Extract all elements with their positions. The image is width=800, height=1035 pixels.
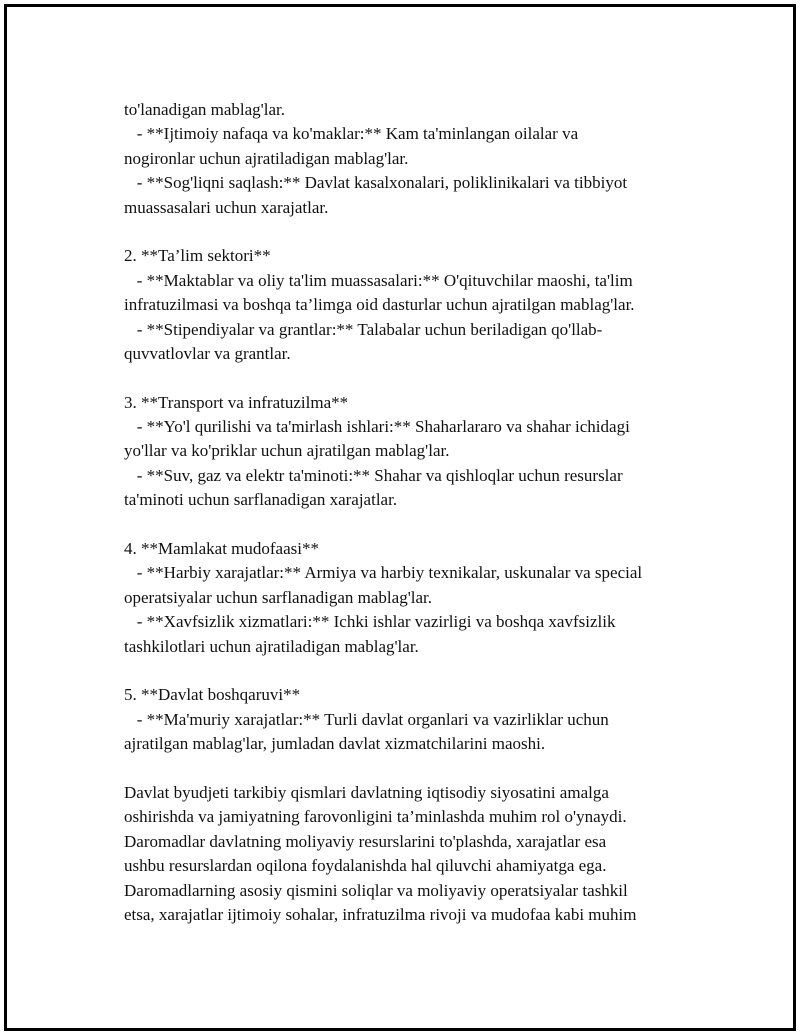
paragraph-line: oshirishda va jamiyatning farovonligini ta’minlashda muhim rol o'ynaydi. [124,807,627,827]
text-line: yo'llar va ko'priklar uchun ajratilgan mablag'lar. [124,441,450,461]
text-line: - **Stipendiyalar va grantlar:** Talabalar uchun beriladigan qo'llab- [124,319,603,339]
paragraph-line: Davlat byudjeti tarkibiy qismlari davlatning iqtisodiy siyosatini amalga [124,782,609,802]
blank-line [124,757,724,781]
text-line: - **Ma'muriy xarajatlar:** Turli davlat organlari va vazirliklar uchun [124,709,609,729]
paragraph-line: etsa, xarajatlar ijtimoiy sohalar, infratuzilma rivoji va mudofaa kabi muhim [124,904,637,924]
blank-line [124,220,724,244]
text-line: muassasalari uchun xarajatlar. [124,197,329,217]
text-line: nogironlar uchun ajratiladigan mablag'lar. [124,148,409,168]
text-line: infratuzilmasi va boshqa ta’limga oid dasturlar uchun ajratilgan mablag'lar. [124,295,635,315]
text-line: - **Maktablar va oliy ta'lim muassasalari:** O'qituvchilar maoshi, ta'lim [124,270,633,290]
text-line: - **Suv, gaz va elektr ta'minoti:** Shahar va qishloqlar uchun resurslar [124,465,623,485]
blank-line [124,366,724,390]
text-line: operatsiyalar uchun sarflanadigan mablag'lar. [124,587,432,607]
section-heading: 2. **Ta’lim sektori** [124,246,271,266]
text-line: - **Harbiy xarajatlar:** Armiya va harbiy texnikalar, uskunalar va special [124,563,643,583]
text-line: - **Sog'liqni saqlash:** Davlat kasalxonalari, poliklinikalari va tibbiyot [124,173,628,193]
text-line: ta'minoti uchun sarflanadigan xarajatlar. [124,490,398,510]
document-body [124,98,724,927]
blank-line [124,659,724,683]
paragraph-line: ushbu resurslardan oqilona foydalanishda hal qiluvchi ahamiyatga ega. [124,856,607,876]
section-heading: 5. **Davlat boshqaruvi** [124,685,301,705]
text-line: ajratilgan mablag'lar, jumladan davlat xizmatchilarini maoshi. [124,734,546,754]
paragraph-line: Daromadlarning asosiy qismini soliqlar va moliyaviy operatsiyalar tashkil [124,880,628,900]
text-line: quvvatlovlar va grantlar. [124,343,291,363]
section-heading: 4. **Mamlakat mudofaasi** [124,539,319,559]
blank-line [124,513,724,537]
text-line: to'lanadigan mablag'lar. [124,100,285,119]
paragraph-line: Daromadlar davlatning moliyaviy resurslarini to'plashda, xarajatlar esa [124,831,607,851]
text-line: - **Yo'l qurilishi va ta'mirlash ishlari:** Shaharlararo va shahar ichidagi [124,417,630,437]
text-line: tashkilotlari uchun ajratiladigan mablag'lar. [124,636,419,656]
text-line: - **Ijtimoiy nafaqa va ko'maklar:** Kam ta'minlangan oilalar va [124,124,579,144]
section-heading: 3. **Transport va infratuzilma** [124,392,349,412]
text-line: - **Xavfsizlik xizmatlari:** Ichki ishlar vazirligi va boshqa xavfsizlik [124,612,616,632]
page-frame [4,4,796,1031]
